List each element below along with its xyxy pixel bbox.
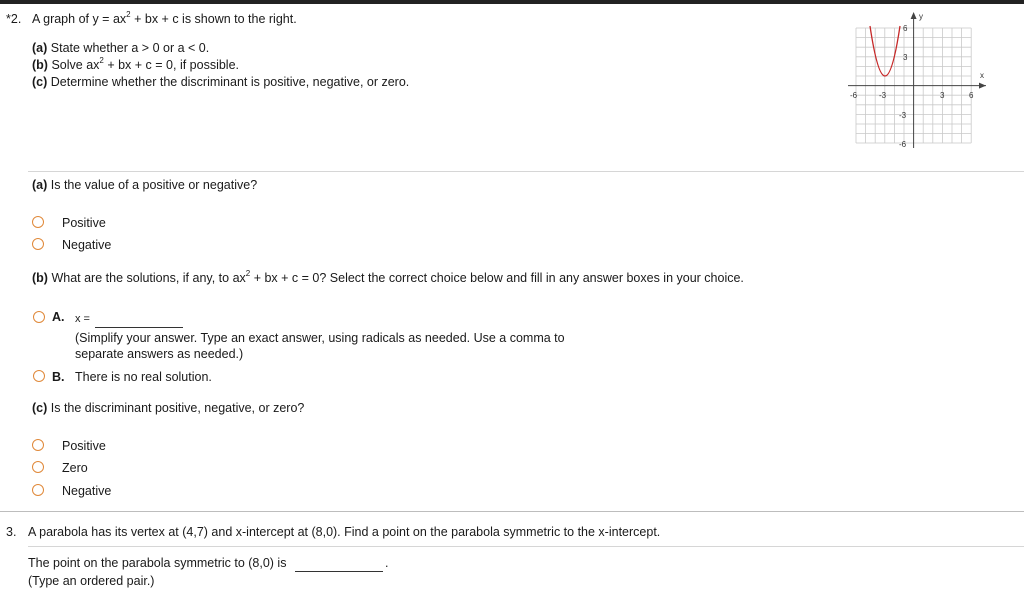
part-c-statement: (c) Determine whether the discriminant is positive, negative, or zero. xyxy=(32,75,410,89)
question-text: A parabola has its vertex at (4,7) and x-intercept at (8,0). Find a point on the parabola symmetric to the x-intercept. xyxy=(28,525,661,539)
radio-negative-a[interactable] xyxy=(32,238,44,250)
radio-zero-c[interactable] xyxy=(32,461,44,473)
radio-choice-b[interactable] xyxy=(33,370,45,382)
option-label: Positive xyxy=(62,439,106,453)
choice-b-text: There is no real solution. xyxy=(75,370,212,384)
x-tick-label: -3 xyxy=(879,91,887,100)
x-tick-label: -6 xyxy=(850,91,858,100)
part-a-statement: (a) State whether a > 0 or a < 0. xyxy=(32,41,210,55)
x-tick-label: 6 xyxy=(969,91,974,100)
sub-c-question: (c) Is the discriminant positive, negative, or zero? xyxy=(32,401,305,415)
choice-a-hint-line2: separate answers as needed.) xyxy=(75,347,244,361)
question-number: 3. xyxy=(6,525,17,539)
y-axis-label: y xyxy=(919,12,923,21)
answer-input-point[interactable] xyxy=(295,570,383,572)
part-b-statement: (b) Solve $ax^2$ + bx + c = 0, if possible. xyxy=(32,55,240,72)
divider xyxy=(28,546,1024,547)
question-divider xyxy=(0,511,1024,512)
sub-b-question: (b) What are the solutions, if any, to $ax^2$ + bx + c = 0? Select the correct choice below and fill in any answer boxes in your choice. xyxy=(32,268,744,285)
parabola-graph xyxy=(846,8,991,150)
x-axis-arrow-icon xyxy=(979,83,986,89)
answer-hint: (Type an ordered pair.) xyxy=(28,574,155,588)
choice-a-letter: A. xyxy=(52,310,65,324)
sub-a-question: (a) Is the value of a positive or negative? xyxy=(32,178,258,192)
y-tick-label: -3 xyxy=(899,111,907,120)
choice-a-prefix: x = xyxy=(75,313,90,325)
y-axis-arrow-icon xyxy=(911,12,917,19)
option-label: Negative xyxy=(62,484,112,498)
divider xyxy=(28,171,1024,172)
top-bar xyxy=(0,0,1024,4)
option-label: Zero xyxy=(62,461,88,475)
question-number: *2. xyxy=(6,12,22,26)
choice-a-hint-line1: (Simplify your answer. Type an exact answer, using radicals as needed. Use a comma to xyxy=(75,331,565,345)
radio-choice-a[interactable] xyxy=(33,311,45,323)
radio-positive-c[interactable] xyxy=(32,439,44,451)
option-label: Negative xyxy=(62,238,112,252)
answer-input-x[interactable] xyxy=(95,326,183,328)
y-tick-label: -6 xyxy=(899,140,907,149)
x-tick-label: 3 xyxy=(940,91,945,100)
choice-b-letter: B. xyxy=(52,370,65,384)
graph-axes xyxy=(848,14,986,148)
radio-negative-c[interactable] xyxy=(32,484,44,496)
question-intro: A graph of $y = ax^2$ + bx + c is shown to the right. xyxy=(32,9,297,26)
x-axis-label: x xyxy=(980,71,984,80)
y-tick-label: 3 xyxy=(903,53,908,62)
option-label: Positive xyxy=(62,216,106,230)
answer-prompt: The point on the parabola symmetric to (8,0) is xyxy=(28,556,287,570)
answer-suffix: . xyxy=(385,556,389,570)
radio-positive-a[interactable] xyxy=(32,216,44,228)
y-tick-label: 6 xyxy=(903,24,908,33)
